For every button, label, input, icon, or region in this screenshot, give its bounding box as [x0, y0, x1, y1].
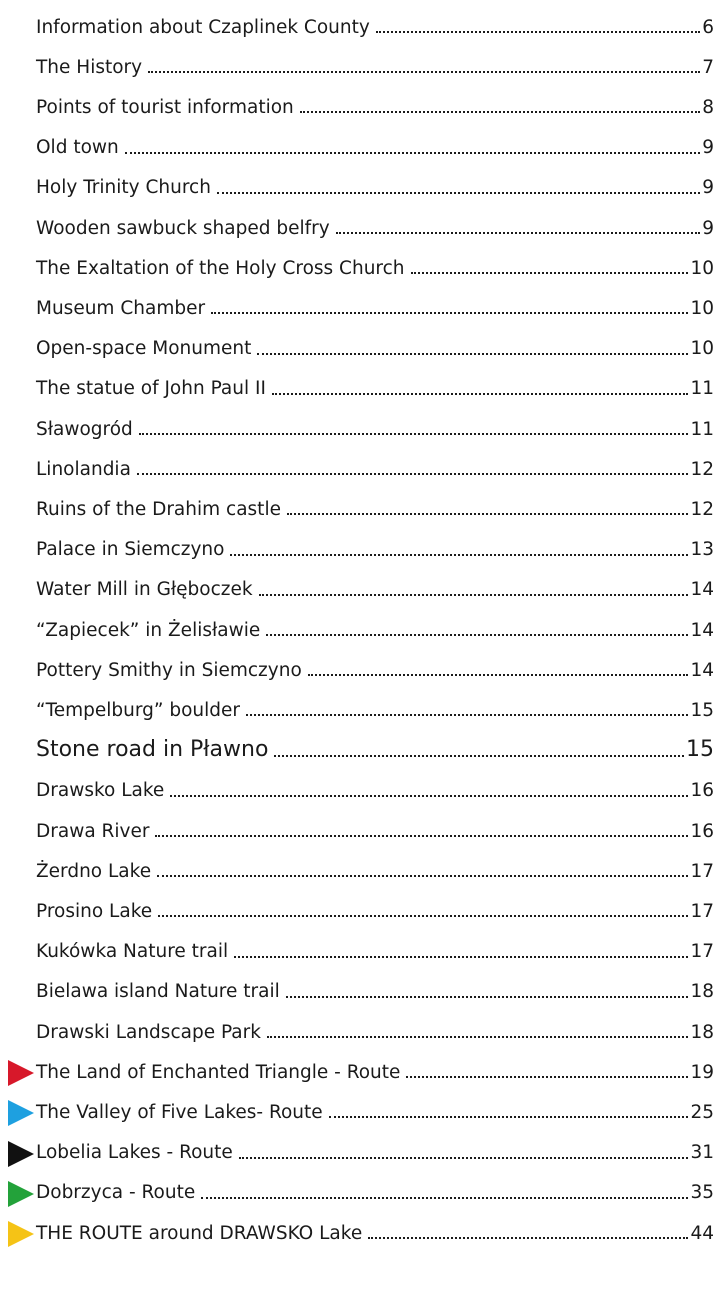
dot-leader [230, 554, 688, 556]
toc-entry[interactable] [0, 445, 720, 479]
dot-leader [329, 1116, 689, 1118]
toc-entry-title: “Zapiecek” in Żelisławie [36, 619, 261, 641]
dot-leader [368, 1237, 688, 1239]
toc-entry[interactable] [0, 485, 720, 519]
toc-entry-title: The Valley of Five Lakes- Route [36, 1101, 323, 1123]
toc-page-number: 9 [702, 217, 714, 239]
toc-page-number: 11 [690, 378, 714, 400]
toc-entry[interactable] [0, 204, 720, 238]
dot-leader [336, 232, 701, 234]
toc-page-number: 16 [690, 820, 714, 842]
toc-entry-title: Lobelia Lakes - Route [36, 1142, 233, 1164]
toc-page-number: 19 [690, 1061, 714, 1083]
toc-entry[interactable] [0, 325, 720, 359]
dot-leader [137, 473, 689, 475]
toc-entry-title: The Land of Enchanted Triangle - Route [36, 1061, 401, 1083]
toc-entry[interactable] [0, 83, 720, 117]
yellow-triangle-icon [8, 1221, 34, 1247]
dot-leader [246, 714, 688, 716]
toc-entry-title: Stone road in Pławno [36, 736, 269, 762]
blue-triangle-icon [8, 1100, 34, 1126]
dot-leader [155, 835, 688, 837]
toc-entry[interactable] [0, 566, 720, 600]
toc-page-number: 12 [690, 458, 714, 480]
toc-entry[interactable] [0, 244, 720, 278]
toc-entry[interactable] [0, 124, 720, 158]
dot-leader [201, 1197, 688, 1199]
dot-leader [274, 755, 684, 757]
toc-entry-title: Prosino Lake [36, 900, 153, 922]
toc-page-number: 10 [690, 297, 714, 319]
toc-entry-title: Old town [36, 137, 119, 159]
toc-page-number: 10 [690, 257, 714, 279]
toc-entry[interactable] [0, 887, 720, 921]
dot-leader [157, 875, 688, 877]
toc-page-number: 14 [690, 579, 714, 601]
toc-entry[interactable] [0, 727, 720, 761]
dot-leader [259, 594, 689, 596]
black-triangle-icon [8, 1141, 34, 1167]
toc-page-number: 13 [690, 539, 714, 561]
toc-page-number: 15 [686, 736, 714, 762]
toc-page-number: 31 [690, 1142, 714, 1164]
toc-entry-title: The History [36, 56, 143, 78]
toc-entry-title: Wooden sawbuck shaped belfry [36, 217, 330, 239]
toc-entry[interactable] [0, 1048, 720, 1082]
red-triangle-icon [8, 1060, 34, 1086]
toc-entry-title: Points of tourist information [36, 96, 294, 118]
toc-page-number: 18 [690, 981, 714, 1003]
toc-page-number: 8 [702, 96, 714, 118]
dot-leader [286, 996, 689, 998]
toc-entry[interactable] [0, 1008, 720, 1042]
toc-entry[interactable] [0, 686, 720, 720]
toc-page-number: 10 [690, 338, 714, 360]
toc-entry-title: The Exaltation of the Holy Cross Church [36, 257, 405, 279]
dot-leader [158, 915, 688, 917]
toc-page-number: 7 [702, 56, 714, 78]
dot-leader [272, 393, 689, 395]
toc-entry[interactable] [0, 1129, 720, 1163]
toc-entry-title: Bielawa island Nature trail [36, 981, 280, 1003]
toc-page-number: 17 [690, 941, 714, 963]
toc-page-number: 18 [690, 1021, 714, 1043]
toc-entry[interactable] [0, 164, 720, 198]
toc-page-number: 15 [690, 699, 714, 721]
dot-leader [211, 312, 688, 314]
toc-entry[interactable] [0, 968, 720, 1002]
dot-leader [139, 433, 689, 435]
toc-entry-title: Open-space Monument [36, 338, 252, 360]
toc-entry-title: Linolandia [36, 458, 131, 480]
toc-entry[interactable] [0, 405, 720, 439]
toc-page-number: 9 [702, 137, 714, 159]
toc-page-number: 44 [690, 1222, 714, 1244]
dot-leader [234, 956, 688, 958]
toc-entry-title: “Tempelburg” boulder [36, 699, 241, 721]
dot-leader [125, 152, 700, 154]
toc-entry[interactable] [0, 606, 720, 640]
toc-entry[interactable] [0, 1088, 720, 1122]
dot-leader [406, 1076, 688, 1078]
toc-page-number: 12 [690, 498, 714, 520]
dot-leader [267, 1036, 689, 1038]
dot-leader [411, 272, 689, 274]
toc-page-number: 11 [690, 418, 714, 440]
toc-entry-title: Kukówka Nature trail [36, 941, 229, 963]
toc-entry-title: Żerdno Lake [36, 860, 152, 882]
toc-page-number: 16 [690, 780, 714, 802]
toc-entry[interactable] [0, 526, 720, 560]
dot-leader [217, 192, 700, 194]
dot-leader [376, 31, 700, 33]
toc-entry-title: THE ROUTE around DRAWSKO Lake [36, 1222, 363, 1244]
toc-entry[interactable] [0, 365, 720, 399]
toc-entry[interactable] [0, 1209, 720, 1243]
toc-entry[interactable] [0, 1169, 720, 1203]
toc-entry-title: Drawsko Lake [36, 780, 165, 802]
toc-entry[interactable] [0, 807, 720, 841]
toc-entry[interactable] [0, 767, 720, 801]
dot-leader [148, 71, 700, 73]
toc-entry-title: Holy Trinity Church [36, 177, 211, 199]
toc-page-number: 14 [690, 659, 714, 681]
toc-entry[interactable] [0, 43, 720, 77]
toc-entry[interactable] [0, 928, 720, 962]
toc-page-number: 17 [690, 900, 714, 922]
toc-entry-title: Pottery Smithy in Siemczyno [36, 659, 302, 681]
dot-leader [257, 353, 688, 355]
toc-entry-title: Water Mill in Głęboczek [36, 579, 253, 601]
toc-entry[interactable] [0, 646, 720, 680]
toc-entry[interactable] [0, 284, 720, 318]
toc-page-number: 14 [690, 619, 714, 641]
toc-entry-title: Information about Czaplinek County [36, 16, 370, 38]
toc-entry-title: Sławogród [36, 418, 133, 440]
dot-leader [308, 674, 689, 676]
dot-leader [300, 111, 700, 113]
toc-page-number: 25 [690, 1101, 714, 1123]
dot-leader [266, 634, 688, 636]
toc-page-number: 6 [702, 16, 714, 38]
toc-entry-title: Ruins of the Drahim castle [36, 498, 281, 520]
toc-entry-title: Dobrzyca - Route [36, 1182, 196, 1204]
toc-entry[interactable] [0, 847, 720, 881]
toc-page-number: 9 [702, 177, 714, 199]
toc-page-number: 17 [690, 860, 714, 882]
toc-entry-title: Drawa River [36, 820, 150, 842]
toc-entry-title: Palace in Siemczyno [36, 539, 225, 561]
dot-leader [239, 1157, 689, 1159]
green-triangle-icon [8, 1181, 34, 1207]
dot-leader [170, 795, 688, 797]
toc-entry-title: Museum Chamber [36, 297, 206, 319]
toc-entry-title: The statue of John Paul II [36, 378, 266, 400]
toc-entry[interactable] [0, 3, 720, 37]
toc-entry-title: Drawski Landscape Park [36, 1021, 261, 1043]
toc-page-number: 35 [690, 1182, 714, 1204]
dot-leader [287, 513, 688, 515]
